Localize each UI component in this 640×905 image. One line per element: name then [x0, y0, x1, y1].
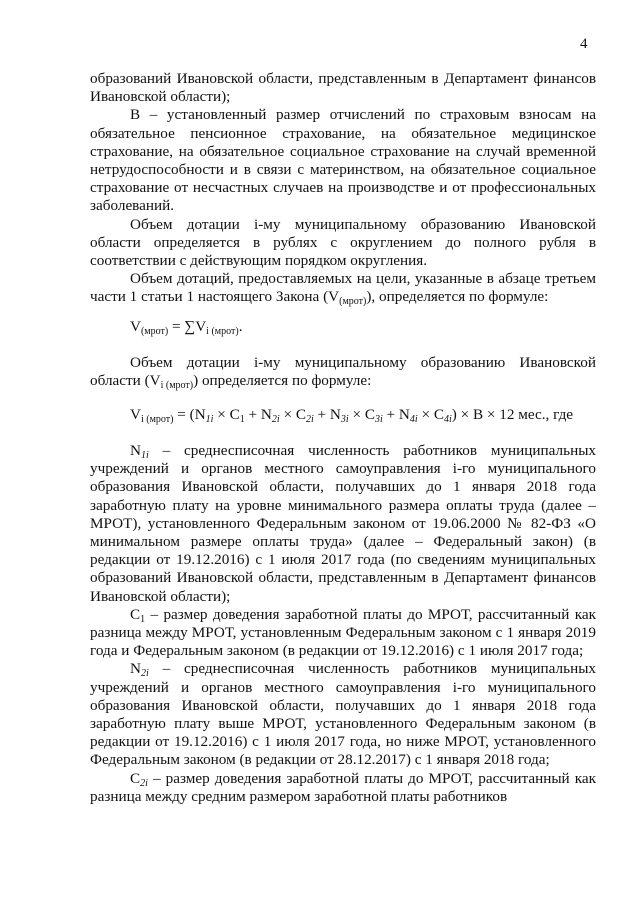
- paragraph-b-definition: B – установленный размер отчислений по страховым взносам на обязательное пенсионное страхование, на обязательное медицинское страхование, на обязательное социальное страхование на случай временной нетрудоспособности и в связи с материнством, на обязательное социальное страхование от несчастных случаев на производстве и от профессиональных заболеваний.: [90, 106, 596, 215]
- page-number: 4: [580, 36, 588, 52]
- paragraph-n1-definition: $N_{1i}$ – среднесписочная численность работников муниципальных учреждений и органов местного самоуправления i-го муниципального образования Ивановской области, получавших до 1 января 2018 года заработную плату на уровне минимального размера оплаты труда (далее – МРОТ), установленного Федеральным законом от 19.06.2000 № 82-ФЗ «О минимальном размере оплаты труда» (далее – Федеральный закон) (в редакции от 19.12.2016) с 1 июля 2017 года (по сведениям муниципальных образований Ивановской области, представленным в Департамент финансов Ивановской области);: [90, 442, 596, 605]
- text-block-definitions: [90, 442, 596, 806]
- text-block-top: [90, 70, 596, 307]
- paragraph-individual-formula-intro: Объем дотации i-му муниципальному образованию Ивановской области $(V_{i (мрот)})$ определяется по формуле:: [90, 354, 596, 392]
- paragraph-total-formula-intro: Объем дотаций, предоставляемых на цели, указанные в абзаце третьем части 1 статьи 1 настоящего Закона $(V_{(мрот)})$, определяется по формуле:: [90, 270, 596, 308]
- formula-total: $V_{(мрот)} = \sum V_{i (мрот)}$.: [130, 318, 243, 337]
- paragraph-n2-definition: $N_{2i}$ – среднесписочная численность работников муниципальных учреждений и органов местного самоуправления i-го муниципального образования Ивановской области, получавших до 1 января 2018 года заработную плату выше МРОТ, установленного Федеральным законом (в редакции от 19.12.2016) с 1 июля 2017 года, но ниже МРОТ, установленного Федеральным законом (в редакции от 28.12.2017) с 1 января 2018 года;: [90, 660, 596, 769]
- paragraph-continuation: образований Ивановской области, представленным в Департамент финансов Ивановской области);: [90, 70, 596, 106]
- paragraph-c2-definition: $C_{2i}$ – размер доведения заработной платы до МРОТ, рассчитанный как разница между средним размером заработной платы работников: [90, 769, 596, 805]
- text-block-mid: [90, 354, 596, 390]
- formula-individual: $V_{i (мрот)} = (N_{1i} \times C_1 + N_{2i} \times C_{2i} + N_{3i} \times C_{3i} + N_{4i} \times C_{4i}) \times B \times 12$ мес., где: [130, 406, 574, 425]
- paragraph-rounding: Объем дотации i-му муниципальному образованию Ивановской области определяется в рублях с округлением до полного рубля в соответствии с действующим порядком округления.: [90, 215, 596, 270]
- paragraph-c1-definition: $C_1$ – размер доведения заработной платы до МРОТ, рассчитанный как разница между МРОТ, установленным Федеральным законом с 1 января 2019 года и Федеральным законом (в редакции от 19.12.2016) с 1 июля 2017 года;: [90, 605, 596, 660]
